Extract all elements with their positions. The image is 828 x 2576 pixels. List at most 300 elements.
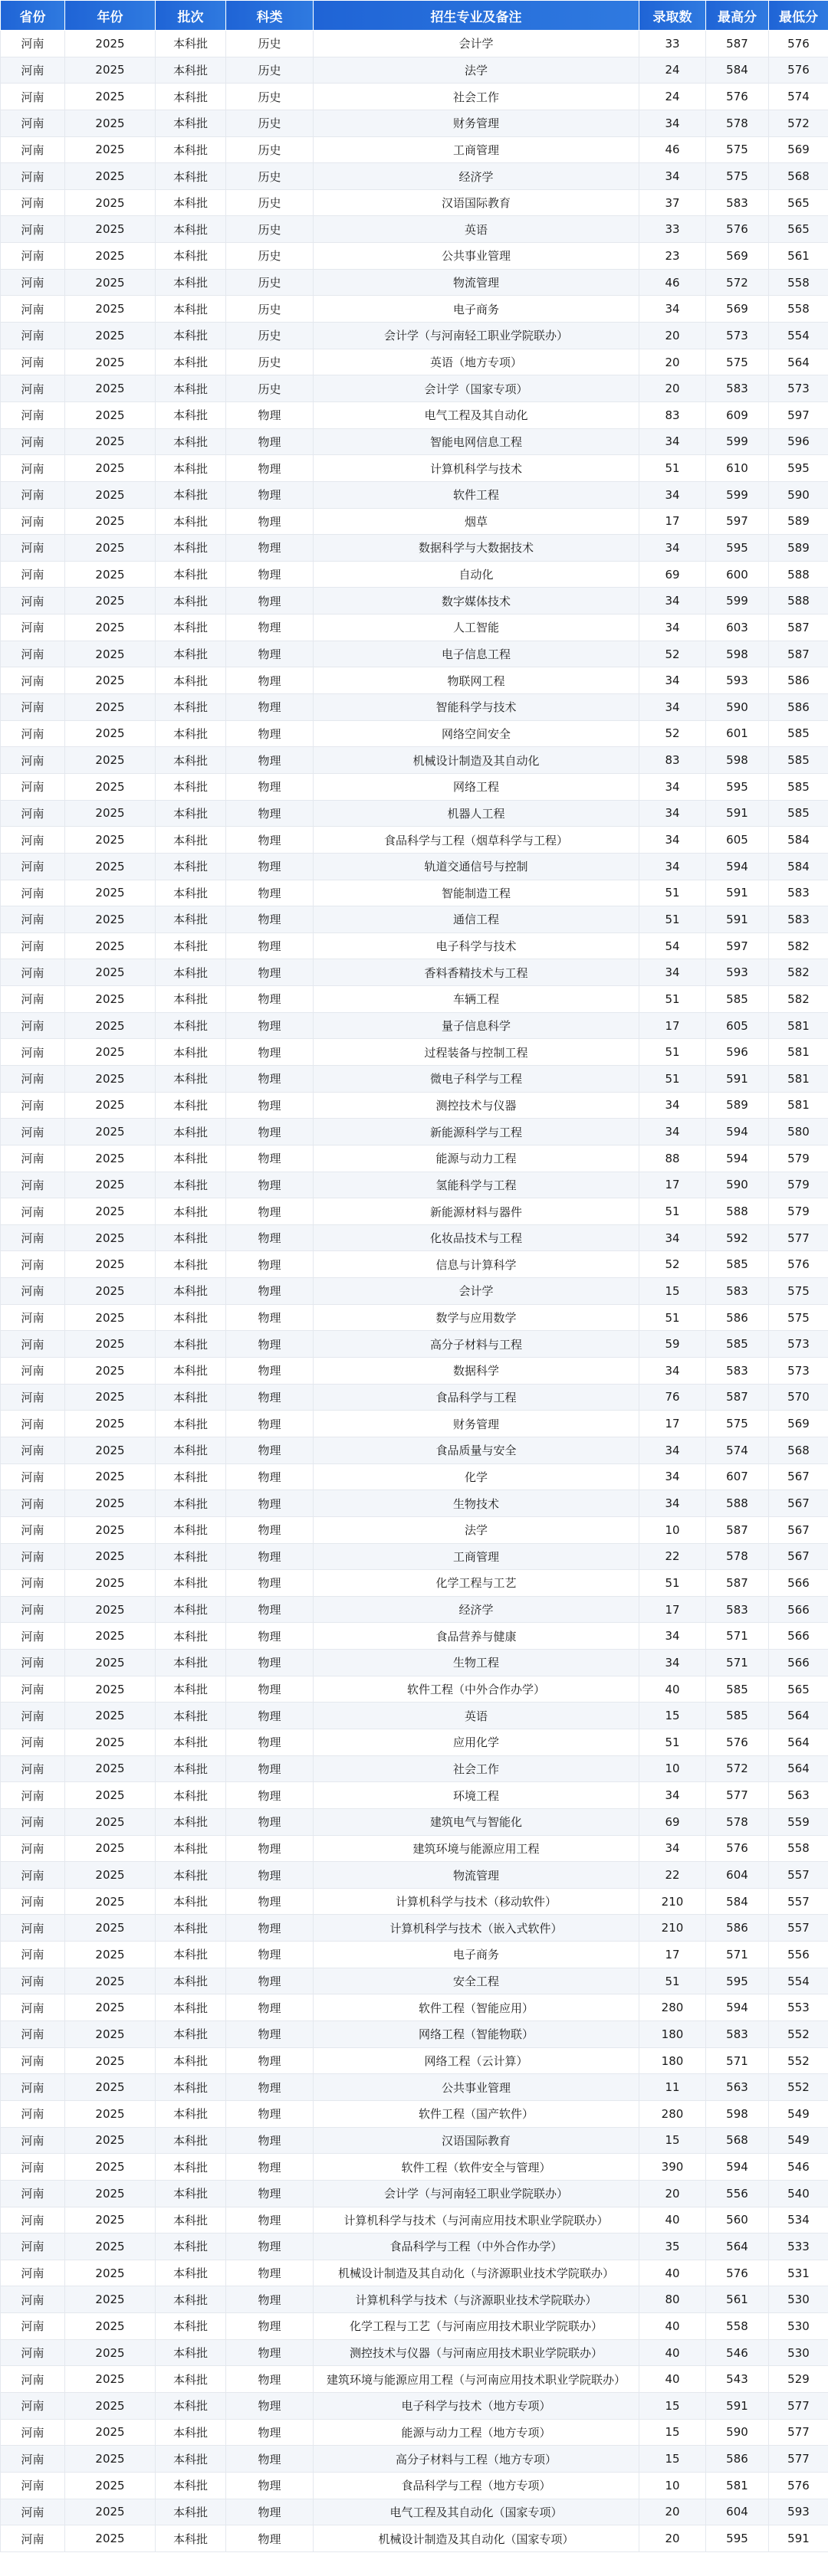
cell-province: 河南 (1, 2499, 65, 2525)
cell-major: 人工智能 (314, 615, 639, 641)
cell-province: 河南 (1, 2446, 65, 2473)
cell-province: 河南 (1, 1650, 65, 1676)
cell-admitted: 40 (639, 2366, 706, 2393)
cell-province: 河南 (1, 1224, 65, 1251)
cell-max-score: 600 (706, 561, 769, 588)
cell-year: 2025 (65, 2154, 156, 2181)
cell-batch: 本科批 (156, 2154, 226, 2181)
cell-province: 河南 (1, 2234, 65, 2260)
cell-admitted: 51 (639, 1039, 706, 1066)
cell-subject: 物理 (226, 508, 314, 535)
cell-subject: 物理 (226, 1092, 314, 1119)
table-row (1, 2021, 828, 2048)
cell-year: 2025 (65, 243, 156, 270)
cell-admitted: 20 (639, 349, 706, 375)
cell-major: 工商管理 (314, 1543, 639, 1570)
cell-year: 2025 (65, 2313, 156, 2340)
cell-batch: 本科批 (156, 1331, 226, 1358)
cell-admitted: 40 (639, 1676, 706, 1703)
cell-year: 2025 (65, 667, 156, 694)
cell-subject: 物理 (226, 2021, 314, 2048)
cell-admitted: 46 (639, 136, 706, 163)
cell-max-score: 585 (706, 1676, 769, 1703)
cell-batch: 本科批 (156, 1703, 226, 1729)
cell-subject: 物理 (226, 2525, 314, 2552)
cell-max-score: 590 (706, 2419, 769, 2446)
cell-admitted: 17 (639, 1172, 706, 1198)
table-row (1, 880, 828, 906)
cell-province: 河南 (1, 1463, 65, 1490)
table-row (1, 1384, 828, 1411)
cell-admitted: 40 (639, 2260, 706, 2286)
cell-batch: 本科批 (156, 1968, 226, 1994)
cell-min-score: 540 (769, 2180, 828, 2207)
cell-year: 2025 (65, 2127, 156, 2154)
table-row (1, 1145, 828, 1172)
cell-major: 智能电网信息工程 (314, 428, 639, 455)
cell-major: 建筑环境与能源应用工程（与河南应用技术职业学院联办） (314, 2366, 639, 2393)
table-row (1, 720, 828, 747)
cell-subject: 物理 (226, 2100, 314, 2127)
cell-batch: 本科批 (156, 84, 226, 110)
cell-max-score: 558 (706, 2313, 769, 2340)
cell-province: 河南 (1, 455, 65, 482)
cell-min-score: 582 (769, 959, 828, 986)
cell-min-score: 570 (769, 1384, 828, 1411)
cell-batch: 本科批 (156, 1782, 226, 1809)
cell-province: 河南 (1, 375, 65, 402)
table-row (1, 959, 828, 986)
cell-subject: 物理 (226, 1119, 314, 1145)
table-row (1, 1198, 828, 1225)
cell-major: 信息与计算科学 (314, 1251, 639, 1278)
cell-max-score: 564 (706, 2234, 769, 2260)
cell-admitted: 180 (639, 2047, 706, 2074)
cell-year: 2025 (65, 1224, 156, 1251)
cell-batch: 本科批 (156, 1304, 226, 1331)
cell-max-score: 585 (706, 1251, 769, 1278)
table-row (1, 1039, 828, 1066)
cell-admitted: 80 (639, 2286, 706, 2313)
cell-batch: 本科批 (156, 2047, 226, 2074)
cell-max-score: 583 (706, 1358, 769, 1385)
cell-batch: 本科批 (156, 1278, 226, 1305)
cell-subject: 历史 (226, 296, 314, 323)
cell-min-score: 569 (769, 136, 828, 163)
cell-min-score: 531 (769, 2260, 828, 2286)
table-row (1, 84, 828, 110)
table-row (1, 455, 828, 482)
cell-subject: 物理 (226, 2074, 314, 2101)
cell-admitted: 22 (639, 1862, 706, 1889)
cell-admitted: 11 (639, 2074, 706, 2101)
cell-subject: 物理 (226, 561, 314, 588)
cell-province: 河南 (1, 641, 65, 667)
table-row (1, 2207, 828, 2234)
cell-max-score: 587 (706, 1384, 769, 1411)
cell-major: 英语 (314, 1703, 639, 1729)
cell-batch: 本科批 (156, 535, 226, 562)
cell-subject: 历史 (226, 243, 314, 270)
cell-province: 河南 (1, 110, 65, 136)
cell-batch: 本科批 (156, 349, 226, 375)
cell-admitted: 20 (639, 2180, 706, 2207)
cell-major: 食品科学与工程（中外合作办学） (314, 2234, 639, 2260)
cell-admitted: 34 (639, 1650, 706, 1676)
cell-province: 河南 (1, 2260, 65, 2286)
cell-major: 计算机科学与技术（与济源职业技术学院联办） (314, 2286, 639, 2313)
cell-batch: 本科批 (156, 1862, 226, 1889)
cell-province: 河南 (1, 84, 65, 110)
cell-admitted: 34 (639, 163, 706, 190)
cell-admitted: 20 (639, 2499, 706, 2525)
cell-admitted: 15 (639, 2393, 706, 2420)
cell-max-score: 590 (706, 694, 769, 721)
cell-major: 财务管理 (314, 110, 639, 136)
cell-major: 电气工程及其自动化（国家专项） (314, 2499, 639, 2525)
cell-subject: 物理 (226, 1862, 314, 1889)
cell-year: 2025 (65, 1092, 156, 1119)
table-row (1, 1915, 828, 1942)
cell-batch: 本科批 (156, 31, 226, 57)
table-row (1, 375, 828, 402)
cell-batch: 本科批 (156, 959, 226, 986)
cell-admitted: 17 (639, 1596, 706, 1623)
cell-major: 数据科学 (314, 1358, 639, 1385)
cell-subject: 物理 (226, 1994, 314, 2021)
cell-year: 2025 (65, 827, 156, 854)
cell-year: 2025 (65, 110, 156, 136)
cell-batch: 本科批 (156, 932, 226, 959)
cell-subject: 历史 (226, 163, 314, 190)
table-row (1, 269, 828, 296)
cell-subject: 物理 (226, 2180, 314, 2207)
cell-admitted: 34 (639, 827, 706, 854)
cell-min-score: 558 (769, 296, 828, 323)
table-row (1, 428, 828, 455)
cell-major: 物流管理 (314, 269, 639, 296)
cell-province: 河南 (1, 747, 65, 774)
cell-min-score: 596 (769, 428, 828, 455)
cell-max-score: 560 (706, 2207, 769, 2234)
cell-admitted: 17 (639, 1411, 706, 1437)
cell-major: 经济学 (314, 1596, 639, 1623)
cell-subject: 物理 (226, 1650, 314, 1676)
cell-province: 河南 (1, 1543, 65, 1570)
cell-min-score: 576 (769, 31, 828, 57)
cell-admitted: 10 (639, 1755, 706, 1782)
cell-year: 2025 (65, 1623, 156, 1650)
cell-year: 2025 (65, 561, 156, 588)
cell-batch: 本科批 (156, 880, 226, 906)
cell-year: 2025 (65, 959, 156, 986)
cell-max-score: 594 (706, 853, 769, 880)
cell-batch: 本科批 (156, 57, 226, 84)
cell-min-score: 573 (769, 375, 828, 402)
cell-year: 2025 (65, 136, 156, 163)
cell-province: 河南 (1, 1915, 65, 1942)
cell-subject: 物理 (226, 1808, 314, 1835)
cell-batch: 本科批 (156, 853, 226, 880)
cell-min-score: 577 (769, 2393, 828, 2420)
cell-province: 河南 (1, 1808, 65, 1835)
cell-province: 河南 (1, 2419, 65, 2446)
cell-max-score: 587 (706, 1516, 769, 1543)
cell-major: 生物工程 (314, 1650, 639, 1676)
cell-subject: 物理 (226, 694, 314, 721)
cell-major: 食品科学与工程 (314, 1384, 639, 1411)
cell-province: 河南 (1, 2100, 65, 2127)
cell-batch: 本科批 (156, 428, 226, 455)
cell-admitted: 15 (639, 2127, 706, 2154)
table-row (1, 163, 828, 190)
cell-major: 新能源材料与器件 (314, 1198, 639, 1225)
cell-province: 河南 (1, 773, 65, 800)
cell-province: 河南 (1, 1623, 65, 1650)
cell-batch: 本科批 (156, 243, 226, 270)
table-row (1, 853, 828, 880)
cell-min-score: 586 (769, 694, 828, 721)
cell-province: 河南 (1, 615, 65, 641)
cell-major: 电子商务 (314, 296, 639, 323)
cell-max-score: 569 (706, 296, 769, 323)
table-row (1, 773, 828, 800)
table-row (1, 2100, 828, 2127)
cell-subject: 物理 (226, 535, 314, 562)
cell-year: 2025 (65, 2419, 156, 2446)
cell-major: 安全工程 (314, 1968, 639, 1994)
cell-batch: 本科批 (156, 827, 226, 854)
cell-max-score: 578 (706, 1808, 769, 1835)
cell-year: 2025 (65, 2446, 156, 2473)
cell-major: 环境工程 (314, 1782, 639, 1809)
cell-major: 能源与动力工程 (314, 1145, 639, 1172)
cell-province: 河南 (1, 2047, 65, 2074)
cell-subject: 物理 (226, 1251, 314, 1278)
cell-year: 2025 (65, 2393, 156, 2420)
cell-subject: 物理 (226, 986, 314, 1013)
cell-year: 2025 (65, 1145, 156, 1172)
cell-max-score: 575 (706, 163, 769, 190)
cell-year: 2025 (65, 2499, 156, 2525)
cell-max-score: 593 (706, 959, 769, 986)
cell-batch: 本科批 (156, 2472, 226, 2499)
cell-major: 法学 (314, 57, 639, 84)
cell-min-score: 590 (769, 481, 828, 508)
header-row (1, 1, 828, 31)
cell-major: 网络工程（智能物联） (314, 2021, 639, 2048)
cell-year: 2025 (65, 880, 156, 906)
cell-province: 河南 (1, 667, 65, 694)
cell-subject: 物理 (226, 906, 314, 933)
cell-batch: 本科批 (156, 1596, 226, 1623)
table-row (1, 667, 828, 694)
cell-year: 2025 (65, 1994, 156, 2021)
cell-admitted: 83 (639, 747, 706, 774)
cell-major: 财务管理 (314, 1411, 639, 1437)
table-row (1, 615, 828, 641)
cell-batch: 本科批 (156, 1516, 226, 1543)
cell-max-score: 595 (706, 1968, 769, 1994)
cell-batch: 本科批 (156, 2366, 226, 2393)
cell-major: 网络空间安全 (314, 720, 639, 747)
cell-subject: 物理 (226, 720, 314, 747)
table-row (1, 2525, 828, 2552)
cell-subject: 物理 (226, 1224, 314, 1251)
cell-admitted: 34 (639, 428, 706, 455)
cell-batch: 本科批 (156, 323, 226, 349)
cell-subject: 物理 (226, 641, 314, 667)
cell-province: 河南 (1, 2286, 65, 2313)
cell-subject: 物理 (226, 1065, 314, 1092)
cell-major: 轨道交通信号与控制 (314, 853, 639, 880)
cell-admitted: 76 (639, 1384, 706, 1411)
cell-admitted: 180 (639, 2021, 706, 2048)
cell-batch: 本科批 (156, 1198, 226, 1225)
cell-subject: 物理 (226, 1411, 314, 1437)
cell-province: 河南 (1, 535, 65, 562)
cell-max-score: 591 (706, 800, 769, 827)
table-row (1, 2154, 828, 2181)
cell-max-score: 594 (706, 1145, 769, 1172)
cell-major: 机械设计制造及其自动化（国家专项） (314, 2525, 639, 2552)
cell-major: 量子信息科学 (314, 1012, 639, 1039)
cell-major: 过程装备与控制工程 (314, 1039, 639, 1066)
cell-major: 软件工程（中外合作办学） (314, 1676, 639, 1703)
cell-admitted: 24 (639, 84, 706, 110)
cell-subject: 历史 (226, 323, 314, 349)
cell-major: 计算机科学与技术（与河南应用技术职业学院联办） (314, 2207, 639, 2234)
cell-batch: 本科批 (156, 2260, 226, 2286)
cell-subject: 物理 (226, 932, 314, 959)
cell-batch: 本科批 (156, 2207, 226, 2234)
cell-admitted: 37 (639, 189, 706, 216)
cell-subject: 历史 (226, 57, 314, 84)
cell-batch: 本科批 (156, 1463, 226, 1490)
cell-subject: 物理 (226, 800, 314, 827)
cell-max-score: 575 (706, 136, 769, 163)
table-header (1, 1, 828, 31)
cell-major: 机械设计制造及其自动化 (314, 747, 639, 774)
cell-admitted: 34 (639, 1835, 706, 1862)
cell-min-score: 529 (769, 2366, 828, 2393)
cell-major: 香料香精技术与工程 (314, 959, 639, 986)
cell-major: 高分子材料与工程（地方专项） (314, 2446, 639, 2473)
cell-year: 2025 (65, 1463, 156, 1490)
cell-year: 2025 (65, 1808, 156, 1835)
cell-province: 河南 (1, 1172, 65, 1198)
cell-major: 氢能科学与工程 (314, 1172, 639, 1198)
table-row (1, 1650, 828, 1676)
cell-major: 建筑环境与能源应用工程 (314, 1835, 639, 1862)
cell-subject: 物理 (226, 1703, 314, 1729)
cell-min-score: 585 (769, 773, 828, 800)
cell-batch: 本科批 (156, 747, 226, 774)
cell-province: 河南 (1, 932, 65, 959)
cell-province: 河南 (1, 694, 65, 721)
cell-year: 2025 (65, 1198, 156, 1225)
cell-year: 2025 (65, 1570, 156, 1597)
table-row (1, 1119, 828, 1145)
cell-max-score: 603 (706, 615, 769, 641)
cell-province: 河南 (1, 1437, 65, 1463)
cell-year: 2025 (65, 1384, 156, 1411)
cell-admitted: 46 (639, 269, 706, 296)
cell-min-score: 568 (769, 163, 828, 190)
cell-max-score: 587 (706, 31, 769, 57)
cell-year: 2025 (65, 2525, 156, 2552)
cell-year: 2025 (65, 747, 156, 774)
cell-batch: 本科批 (156, 136, 226, 163)
cell-admitted: 34 (639, 1092, 706, 1119)
cell-min-score: 577 (769, 1224, 828, 1251)
cell-year: 2025 (65, 216, 156, 243)
cell-major: 化学工程与工艺（与河南应用技术职业学院联办） (314, 2313, 639, 2340)
cell-batch: 本科批 (156, 1676, 226, 1703)
cell-subject: 物理 (226, 2260, 314, 2286)
cell-major: 计算机科学与技术（嵌入式软件） (314, 1915, 639, 1942)
table-row (1, 1411, 828, 1437)
cell-year: 2025 (65, 2180, 156, 2207)
cell-subject: 物理 (226, 959, 314, 986)
cell-province: 河南 (1, 57, 65, 84)
cell-province: 河南 (1, 31, 65, 57)
cell-max-score: 581 (706, 2472, 769, 2499)
cell-admitted: 34 (639, 588, 706, 615)
cell-province: 河南 (1, 800, 65, 827)
cell-major: 机器人工程 (314, 800, 639, 827)
cell-province: 河南 (1, 269, 65, 296)
cell-min-score: 530 (769, 2313, 828, 2340)
cell-province: 河南 (1, 1888, 65, 1915)
cell-min-score: 549 (769, 2127, 828, 2154)
cell-min-score: 564 (769, 349, 828, 375)
cell-admitted: 34 (639, 1490, 706, 1517)
cell-max-score: 591 (706, 880, 769, 906)
cell-batch: 本科批 (156, 1251, 226, 1278)
cell-subject: 物理 (226, 2366, 314, 2393)
cell-min-score: 564 (769, 1703, 828, 1729)
cell-admitted: 51 (639, 906, 706, 933)
cell-province: 河南 (1, 2021, 65, 2048)
cell-max-score: 543 (706, 2366, 769, 2393)
cell-major: 软件工程（国产软件） (314, 2100, 639, 2127)
cell-year: 2025 (65, 2047, 156, 2074)
cell-subject: 物理 (226, 1782, 314, 1809)
cell-admitted: 69 (639, 561, 706, 588)
cell-batch: 本科批 (156, 720, 226, 747)
table-row (1, 136, 828, 163)
cell-year: 2025 (65, 906, 156, 933)
cell-batch: 本科批 (156, 1755, 226, 1782)
cell-min-score: 557 (769, 1862, 828, 1889)
table-body (1, 31, 828, 2552)
cell-batch: 本科批 (156, 1835, 226, 1862)
cell-max-score: 578 (706, 1543, 769, 1570)
cell-max-score: 576 (706, 2260, 769, 2286)
table-row (1, 906, 828, 933)
cell-batch: 本科批 (156, 561, 226, 588)
cell-batch: 本科批 (156, 1543, 226, 1570)
cell-year: 2025 (65, 1676, 156, 1703)
cell-year: 2025 (65, 1862, 156, 1889)
cell-max-score: 572 (706, 1755, 769, 1782)
cell-major: 公共事业管理 (314, 2074, 639, 2101)
cell-batch: 本科批 (156, 2286, 226, 2313)
cell-year: 2025 (65, 1172, 156, 1198)
cell-subject: 物理 (226, 1437, 314, 1463)
table-row (1, 1092, 828, 1119)
